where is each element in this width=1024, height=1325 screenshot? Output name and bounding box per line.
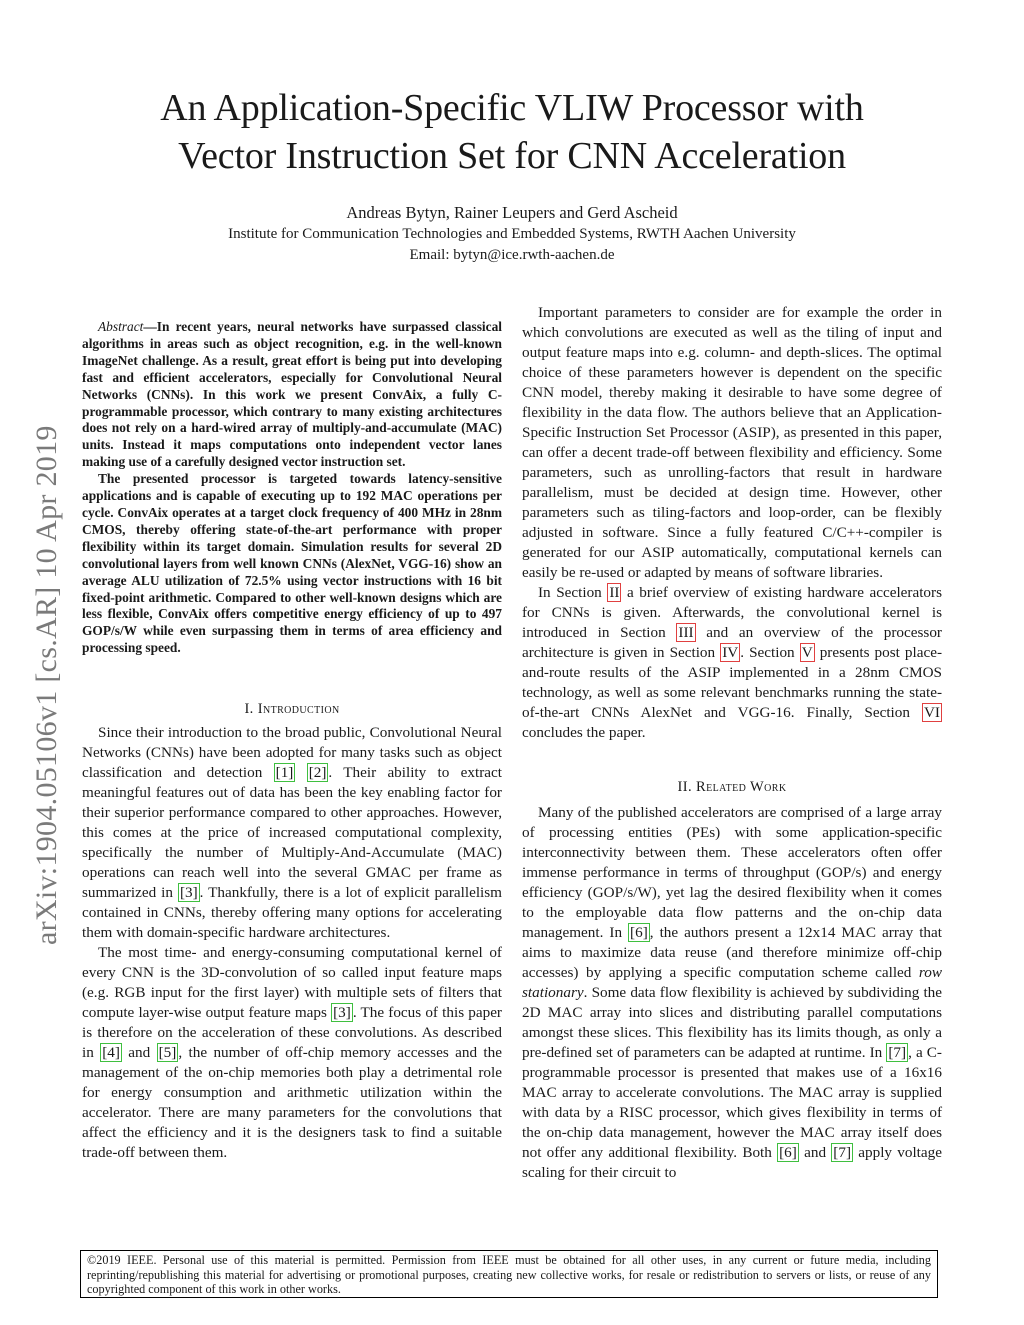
abstract-dash: — [143, 319, 157, 334]
abstract-text-1: In recent years, neural networks have surpassed classical algorithms in areas such as object recognition, e.g. in the well-known ImageNet challenge. As a result, great effort is being put into developing fast and efficient accelerators, especially for Convolutional Neural Networks (CNNs). In this work we present ConvAix, a fully C-programmable processor, which contrary to many existing architectures does not rely on a hard-wired array of multiply-and-accumulate (MAC) units. Instead it maps computations onto independent vector lanes making use of a carefully designed vector instruction set. [82, 319, 502, 470]
citation-link[interactable]: [3] [179, 884, 198, 901]
right-paragraph-2 [522, 583, 942, 743]
title-line-1: An Application-Specific VLIW Processor with [160, 87, 864, 129]
right-paragraph-1: Important parameters to consider are for example the order in which convolutions are executed as well as the tiling of input and output feature maps into e.g. column- and depth-slices. The optimal choice of these parameters however is dependent on the specific CNN model, thereby making it desirable to have some degree of flexibility in the data flow. The authors believe that an Application-Specific Instruction Set Processor (ASIP), as presented in this paper, can offer a decent trade-off between flexibility and efficiency. Some parameters, such as unrolling-factors that result in hardware parallelism, must be decided at design time. However, other parameters such as tiling-factors and loop-order, can be flexibly adjusted in software. Since a fully featured C/C++-compiler is generated for our ASIP automatically, computational kernels can easily be re-used or adapted by means of software libraries. [522, 304, 942, 581]
body-text: , the authors present a 12x14 MAC array that aims to maximize data reuse (and therefore minimize off-chip accesses) by applying a specific computation scheme called [522, 924, 942, 981]
body-text: and an overview of the processor architecture is given in Section [522, 624, 942, 661]
related-paragraph-1 [522, 803, 942, 1183]
body-text: . Some data flow flexibility is achieved by subdividing the 2D MAC array into slices and distributing parallel computations amongst these slices. This flexibility has its limits though, as only a pre-defined set of parameters can be adapted at runtime. In [522, 984, 942, 1061]
body-text: concludes the paper. [522, 724, 646, 741]
right-column-top [522, 303, 942, 743]
abstract-paragraph-1 [82, 319, 502, 471]
arxiv-stamp: arXiv:1904.05106v1 [cs.AR] 10 Apr 2019 [30, 425, 63, 945]
affiliation: Institute for Communication Technologies and Embedded Systems, RWTH Aachen University [228, 226, 796, 242]
copyright-notice: ©2019 IEEE. Personal use of this material is permitted. Permission from IEEE must be obtained for all other uses, in any current or future media, including reprinting/republishing this material for advertising or promotional purposes, creating new collective works, for resale or redistribution to servers or lists, or reuse of any copyrighted component of this work in other works. [80, 1250, 938, 1298]
citation-link[interactable]: [2] [308, 764, 327, 781]
section-link[interactable]: VI [923, 704, 940, 721]
body-text: a brief overview of existing hardware accelerators for CNNs is given. Afterwards, the convolutional kernel is introduced in Section [522, 584, 942, 641]
intro-text: The most time- and energy-consuming computational kernel of every CNN is the 3D-convolution of so called input feature maps (e.g. RGB input for the first layer) with multiple sets of filters that compute layer-wise output feature maps [82, 944, 502, 1021]
body-text: apply voltage scaling for their circuit to [522, 1144, 942, 1181]
title-line-2: Vector Instruction Set for CNN Acceleration [178, 135, 846, 177]
citation-link[interactable]: [3] [333, 1004, 351, 1021]
authors: Andreas Bytyn, Rainer Leupers and Gerd Ascheid [346, 203, 678, 222]
citation-link[interactable]: [1] [275, 764, 294, 781]
section-heading-introduction: I. Introduction [244, 701, 340, 717]
body-text: In Section [538, 584, 608, 601]
section-heading-related-work: II. Related Work [677, 779, 787, 795]
body-text: presents post place-and-route results of the ASIP implemented in a 28nm CMOS technology, as well as some relevant benchmarks running the state-of-the-art CNNs AlexNet and VGG-16. Finally, Section [522, 644, 942, 721]
body-text: , a C-programmable processor is presented that makes use of a 16x16 MAC array to accelerate convolutions. The MAC array is supplied with data by a RISC processor, which gives flexibility in terms of the on-chip data management, however the MAC array itself does not offer any additional flexibility. Both [522, 1044, 942, 1161]
intro-paragraph-2 [82, 943, 502, 1163]
intro-text: . The focus of this paper is therefore on the acceleration of these convolutions. As described in [82, 1004, 502, 1061]
body-text: Many of the published accelerators are comprised of a large array of processing entities (PEs) with some application-specific interconnectivity between them. These accelerators often offer immense performance in terms of throughput (GOP/s) and energy efficiency (GOP/s/W), yet lag the desired flexibility when it comes to the employable data flow patterns and the on-chip data management. In [522, 804, 942, 941]
citation-link[interactable]: [5] [158, 1044, 177, 1061]
body-text: and [798, 1144, 832, 1161]
section-link[interactable]: IV [722, 644, 739, 661]
abstract-paragraph-2: The presented processor is targeted towards latency-sensitive applications and is capable of executing up to 192 MAC operations per cycle. ConvAix operates at a target clock frequency of 400 MHz in 28nm CMOS, thereby offering state-of-the-art performance with proper flexibility within its target domain. Simulation results for several 2D convolutional layers from well known CNNs (AlexNet, VGG-16) show an average ALU utilization of 72.5% using vector instructions with 16 bit fixed-point arithmetic. Compared to other well-known designs which are less flexible, ConvAix offers competitive energy efficiency of up to 497 GOP/s/W while even surpassing them in terms of area efficiency and processing speed. [82, 471, 502, 656]
citation-link[interactable]: [7] [888, 1044, 907, 1061]
abstract [82, 319, 502, 657]
intro-text: Since their introduction to the broad public, Convolutional Neural Networks (CNNs) have been adopted for many tasks such as object classification and detection [82, 724, 502, 781]
intro-column [82, 723, 502, 1163]
paper-title [0, 84, 1024, 180]
abstract-label: Abstract [98, 319, 144, 334]
section-link[interactable]: II [609, 584, 620, 601]
intro-paragraph-1 [82, 723, 502, 943]
intro-text: and [121, 1044, 157, 1061]
section-link[interactable]: III [678, 624, 694, 641]
citation-link[interactable]: [7] [833, 1144, 852, 1161]
citation-link[interactable]: [6] [779, 1144, 797, 1161]
citation-link[interactable]: [4] [102, 1044, 120, 1061]
citation-link[interactable]: [6] [630, 924, 648, 941]
intro-text: , the number of off-chip memory accesses and the management of the on-chip memories both play a detrimental role for energy consumption and arithmetic utilization within the accelerator. There are many parameters for the convolutions that affect the efficiency and it is the designers task to find a suitable trade-off between them. [82, 1044, 502, 1161]
body-text: . Section [740, 644, 800, 661]
intro-text: . Thankfully, there is a lot of explicit parallelism contained in CNNs, thereby offering many options for accelerating them with domain-specific hardware architectures. [82, 884, 502, 941]
emphasis-row-stationary: row stationary [522, 964, 942, 1001]
email: Email: bytyn@ice.rwth-aachen.de [409, 247, 615, 263]
related-work-column [522, 803, 942, 1183]
intro-text: . Their ability to extract meaningful features out of data has been the key enabling factor for their superior performance compared to other approaches. However, this comes at the price of increased computational complexity, specifically the number of Multiply-And-Accumulate (MAC) operations can reach well into the several GMAC per frame as summarized in [82, 764, 502, 901]
section-link[interactable]: V [801, 644, 813, 661]
